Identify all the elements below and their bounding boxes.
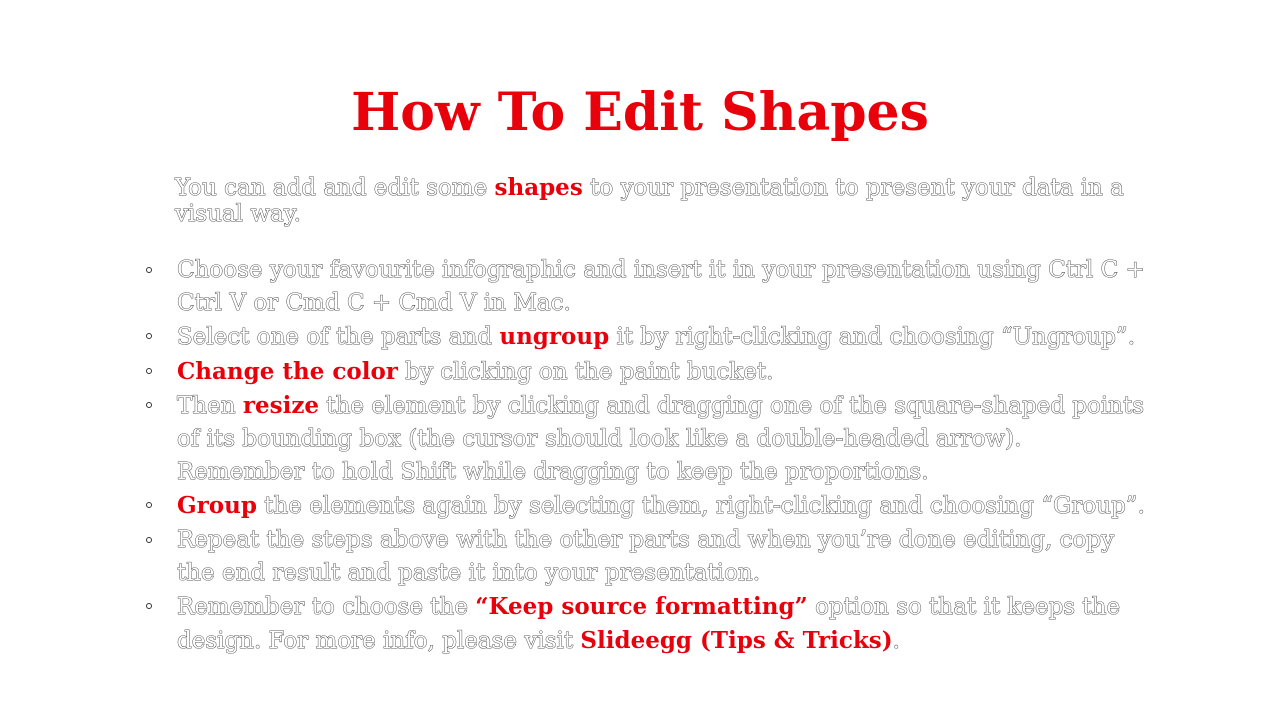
bullet-text-before: Then [177, 392, 243, 419]
intro-paragraph [175, 175, 1150, 227]
bullet-highlight: “Keep source formatting” [475, 593, 808, 621]
bullet-dot-icon [146, 267, 152, 273]
bullet-dot-icon [146, 502, 152, 508]
intro-text-after: to your presentation to present your data in a visual way. [175, 175, 1124, 227]
bullet-item-insert [177, 254, 1152, 320]
bullet-list [177, 254, 1152, 658]
bullet-item-repeat [177, 524, 1152, 590]
bullet-text-after: by clicking on the paint bucket. [397, 358, 774, 385]
intro-text-before: You can add and edit some [175, 175, 495, 201]
bullet-text-after: it by right-clicking and choosing “Ungroup”. [609, 324, 1136, 351]
bullet-dot-icon [146, 402, 152, 408]
bullet-text: Repeat the steps above with the other parts and when you’re done editing, copy the end result and paste it into your presentation. [177, 526, 1115, 586]
bullet-text: Choose your favourite infographic and insert it in your presentation using Ctrl C + Ctrl V or Cmd C + Cmd V in Mac. [177, 257, 1145, 317]
bullet-item-resize [177, 389, 1152, 490]
bullet-item-ungroup [177, 320, 1152, 354]
slideegg-link[interactable]: Slideegg (Tips & Tricks) [580, 627, 893, 655]
bullet-text-end: . [892, 628, 900, 655]
bullet-highlight: Group [177, 492, 257, 520]
bullet-highlight: Change the color [177, 357, 398, 385]
bullet-item-keep-formatting [177, 590, 1152, 658]
bullet-text-after: the element by clicking and dragging one of the square-shaped points of its bounding box (the cursor should look like a double-headed arrow). Remember to hold Shift while dragging to keep the proportions. [177, 392, 1145, 486]
bullet-dot-icon [146, 603, 152, 609]
bullet-text-after: the elements again by selecting them, right-clicking and choosing “Group”. [256, 493, 1145, 520]
bullet-item-group [177, 489, 1152, 523]
bullet-item-change-color [177, 355, 1152, 389]
slide-title: How To Edit Shapes [351, 82, 929, 143]
intro-highlight: shapes [494, 174, 583, 201]
bullet-highlight: resize [242, 391, 320, 419]
bullet-dot-icon [146, 333, 152, 339]
bullet-text-before: Remember to choose the [177, 594, 476, 621]
bullet-text-before: Select one of the parts and [177, 324, 500, 351]
bullet-dot-icon [146, 537, 152, 543]
bullet-highlight: ungroup [499, 323, 610, 351]
bullet-dot-icon [146, 368, 152, 374]
bullet-text-after: option so that it keeps the design. For more info, please visit [177, 594, 1121, 655]
